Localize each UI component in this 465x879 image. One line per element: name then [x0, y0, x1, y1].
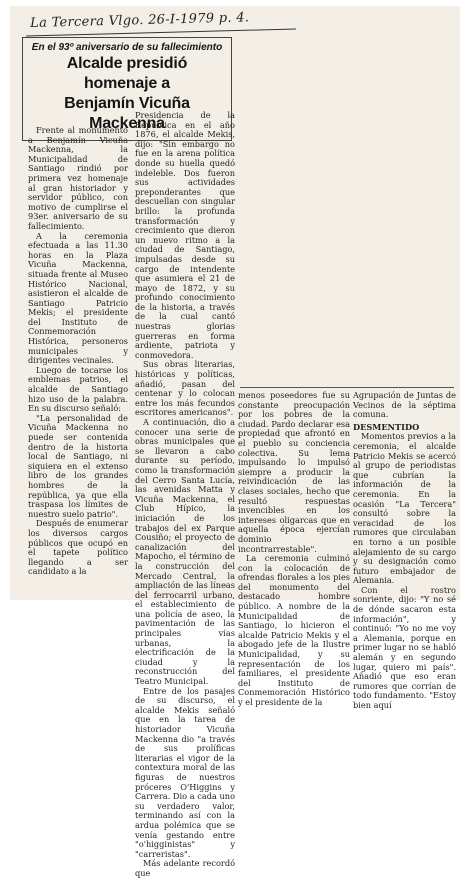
- newspaper-clipping: [10, 6, 460, 878]
- paragraph: Luego de tocarse los emblemas patrios, el alcalde de Santiago hizo uso de la palabra. En su discurso señaló:: [28, 364, 128, 414]
- article-column-1: [28, 126, 128, 577]
- headline-title-line-2: Benjamín Vicuña Mackenna: [64, 95, 190, 132]
- paragraph: Después de enumerar los diversos cargos públicos que ocupó en el tapete político llegando a ser candidato a la: [28, 518, 128, 577]
- paragraph: Entre de los pasajes de su discurso, el alcalde Mekis señaló que en la tarea de historiador Vicuña Mackenna dio "a través de sus prolíficas literarias el vigor de la contextura moral de las figuras de nuestros próceres O'Higgins y Carrera. Dio a cada uno su verdadero valor, terminando así con la ardua polémica que se venía gestando entre "o'higginistas" y "carreristas".: [135, 685, 235, 859]
- article-column-2: [135, 111, 235, 879]
- paragraph: Frente al monumento a Benjamín Vicuña Mackenna, la Municipalidad de Santiago rindió por primera vez homenaje al gran historiador y servidor público, con motivo de cumplirse el 93er. aniversario de su fallecimiento.: [28, 125, 128, 231]
- headline-title-line-1: Alcalde presidió homenaje a: [66, 55, 188, 92]
- paragraph: menos poseedores fue su constante preocupación por los pobres de la ciudad. Pardo declarar esa propiedad que afrontó en el pueblo su conciencia colectiva. Su lema impulsando lo impulsó siempre a producir la reivindicación de las clases sociales, hecho que resultó respuestas invencibles en los intereses oligarcas que en aquella época ejercían dominio incontrarrestable".: [238, 390, 350, 554]
- article-column-3: [238, 391, 350, 708]
- paragraph: Sus obras literarias, históricas y políticas, añadió, pasan del centenar y lo colocan entre los más fecundos escritores americanos".: [135, 359, 235, 418]
- column-divider: [240, 387, 454, 388]
- article-column-4: [353, 391, 456, 711]
- paragraph: A la ceremonia efectuada a las 11.30 horas en la Plaza Vicuña Mackenna, situada frente al Museo Histórico Nacional, asistieron el alcalde de Santiago Patricio Mekis; el presidente del Instituto de Conmemoración Histórica, personeros municipales y dirigentes vecinales.: [28, 230, 128, 366]
- paragraph: Con el rostro sonriente, dijo: "Y no sé de dónde sacaron esta información", y continuó: "Yo no me voy a Alemania, porque en primer lugar no se habló alemán y en segundo lugar, quiero mi país". Añadió que eso eran rumores que corrían de todo fundamento. "Estoy bien aquí: [353, 584, 456, 710]
- headline-kicker: En el 93º aniversario de su fallecimiento: [31, 42, 223, 53]
- paragraph: Momentos previos a la ceremonia, el alcalde Patricio Mekis se acercó al grupo de periodistas que cubrían la información de la ceremonia. En la ocasión "La Tercera" consultó sobre la veracidad de los rumores que circulaban en torno a un posible alejamiento de su cargo y su designación como futuro embajador de Alemania.: [353, 431, 456, 586]
- paragraph: Presidencia de la República en el año 1876, el alcalde Mekis, dijo: "Sin embargo no fue en la arena política donde su huella quedó indeleble. Dos fueron sus actividades preponderantes que descuellan con singular brillo: la profunda transformación y crecimiento que dieron un nuevo ritmo a la ciudad de Santiago, impulsadas desde su cargo de intendente que asumiera el 21 de mayo de 1872, y su profundo conocimiento de la historia, a través de la cual cantó nuestras glorias guerreras en forma ardiente, patriota y conmovedora.: [135, 110, 235, 360]
- paragraph: La ceremonia culminó con la colocación de ofrendas florales a los pies del monumento del destacado hombre público. A nombre de la Municipalidad de Santiago, lo hicieron el alcalde Patricio Mekis y el abogado jefe de la Ilustre Municipalidad, y su representación de los familiares, el presidente del Instituto de Conmemoración Histórico y el presidente de la: [238, 553, 350, 707]
- handwritten-annotation: La Tercera Vlgo. 26-I-1979 p. 4.: [30, 10, 250, 31]
- paragraph: Más adelante recordó que: [135, 858, 235, 878]
- paragraph: A continuación, dio a conocer una serie de obras municipales que se llevaron a cabo durante su período, como la transformación del Cerro Santa Lucía, las avenidas Matta y Vicuña Mackenna, el Club Hípico, la iniciación de los trabajos del ex Parque Cousiño; el proyecto de canalización del Mapocho, el término de la construcción del Mercado Central, la ampliación de las líneas del ferrocarril urbano, el establecimiento de una policía de aseo, la pavimentación de las principales vías urbanas, la electrificación de la ciudad y la reconstrucción del Teatro Municipal.: [135, 417, 235, 687]
- paragraph: "La personalidad de Vicuña Mackenna no puede ser contenida dentro de la historia local de Santiago, ni siquiera en el extenso libro de los grandes hombres de la república, ya que ella traspasa los límites de nuestro suelo patrio".: [28, 412, 128, 519]
- subheading-desmentido: DESMENTIDO: [353, 421, 420, 432]
- paragraph: Agrupación de Juntas de Vecinos de la séptima comuna.: [353, 390, 456, 420]
